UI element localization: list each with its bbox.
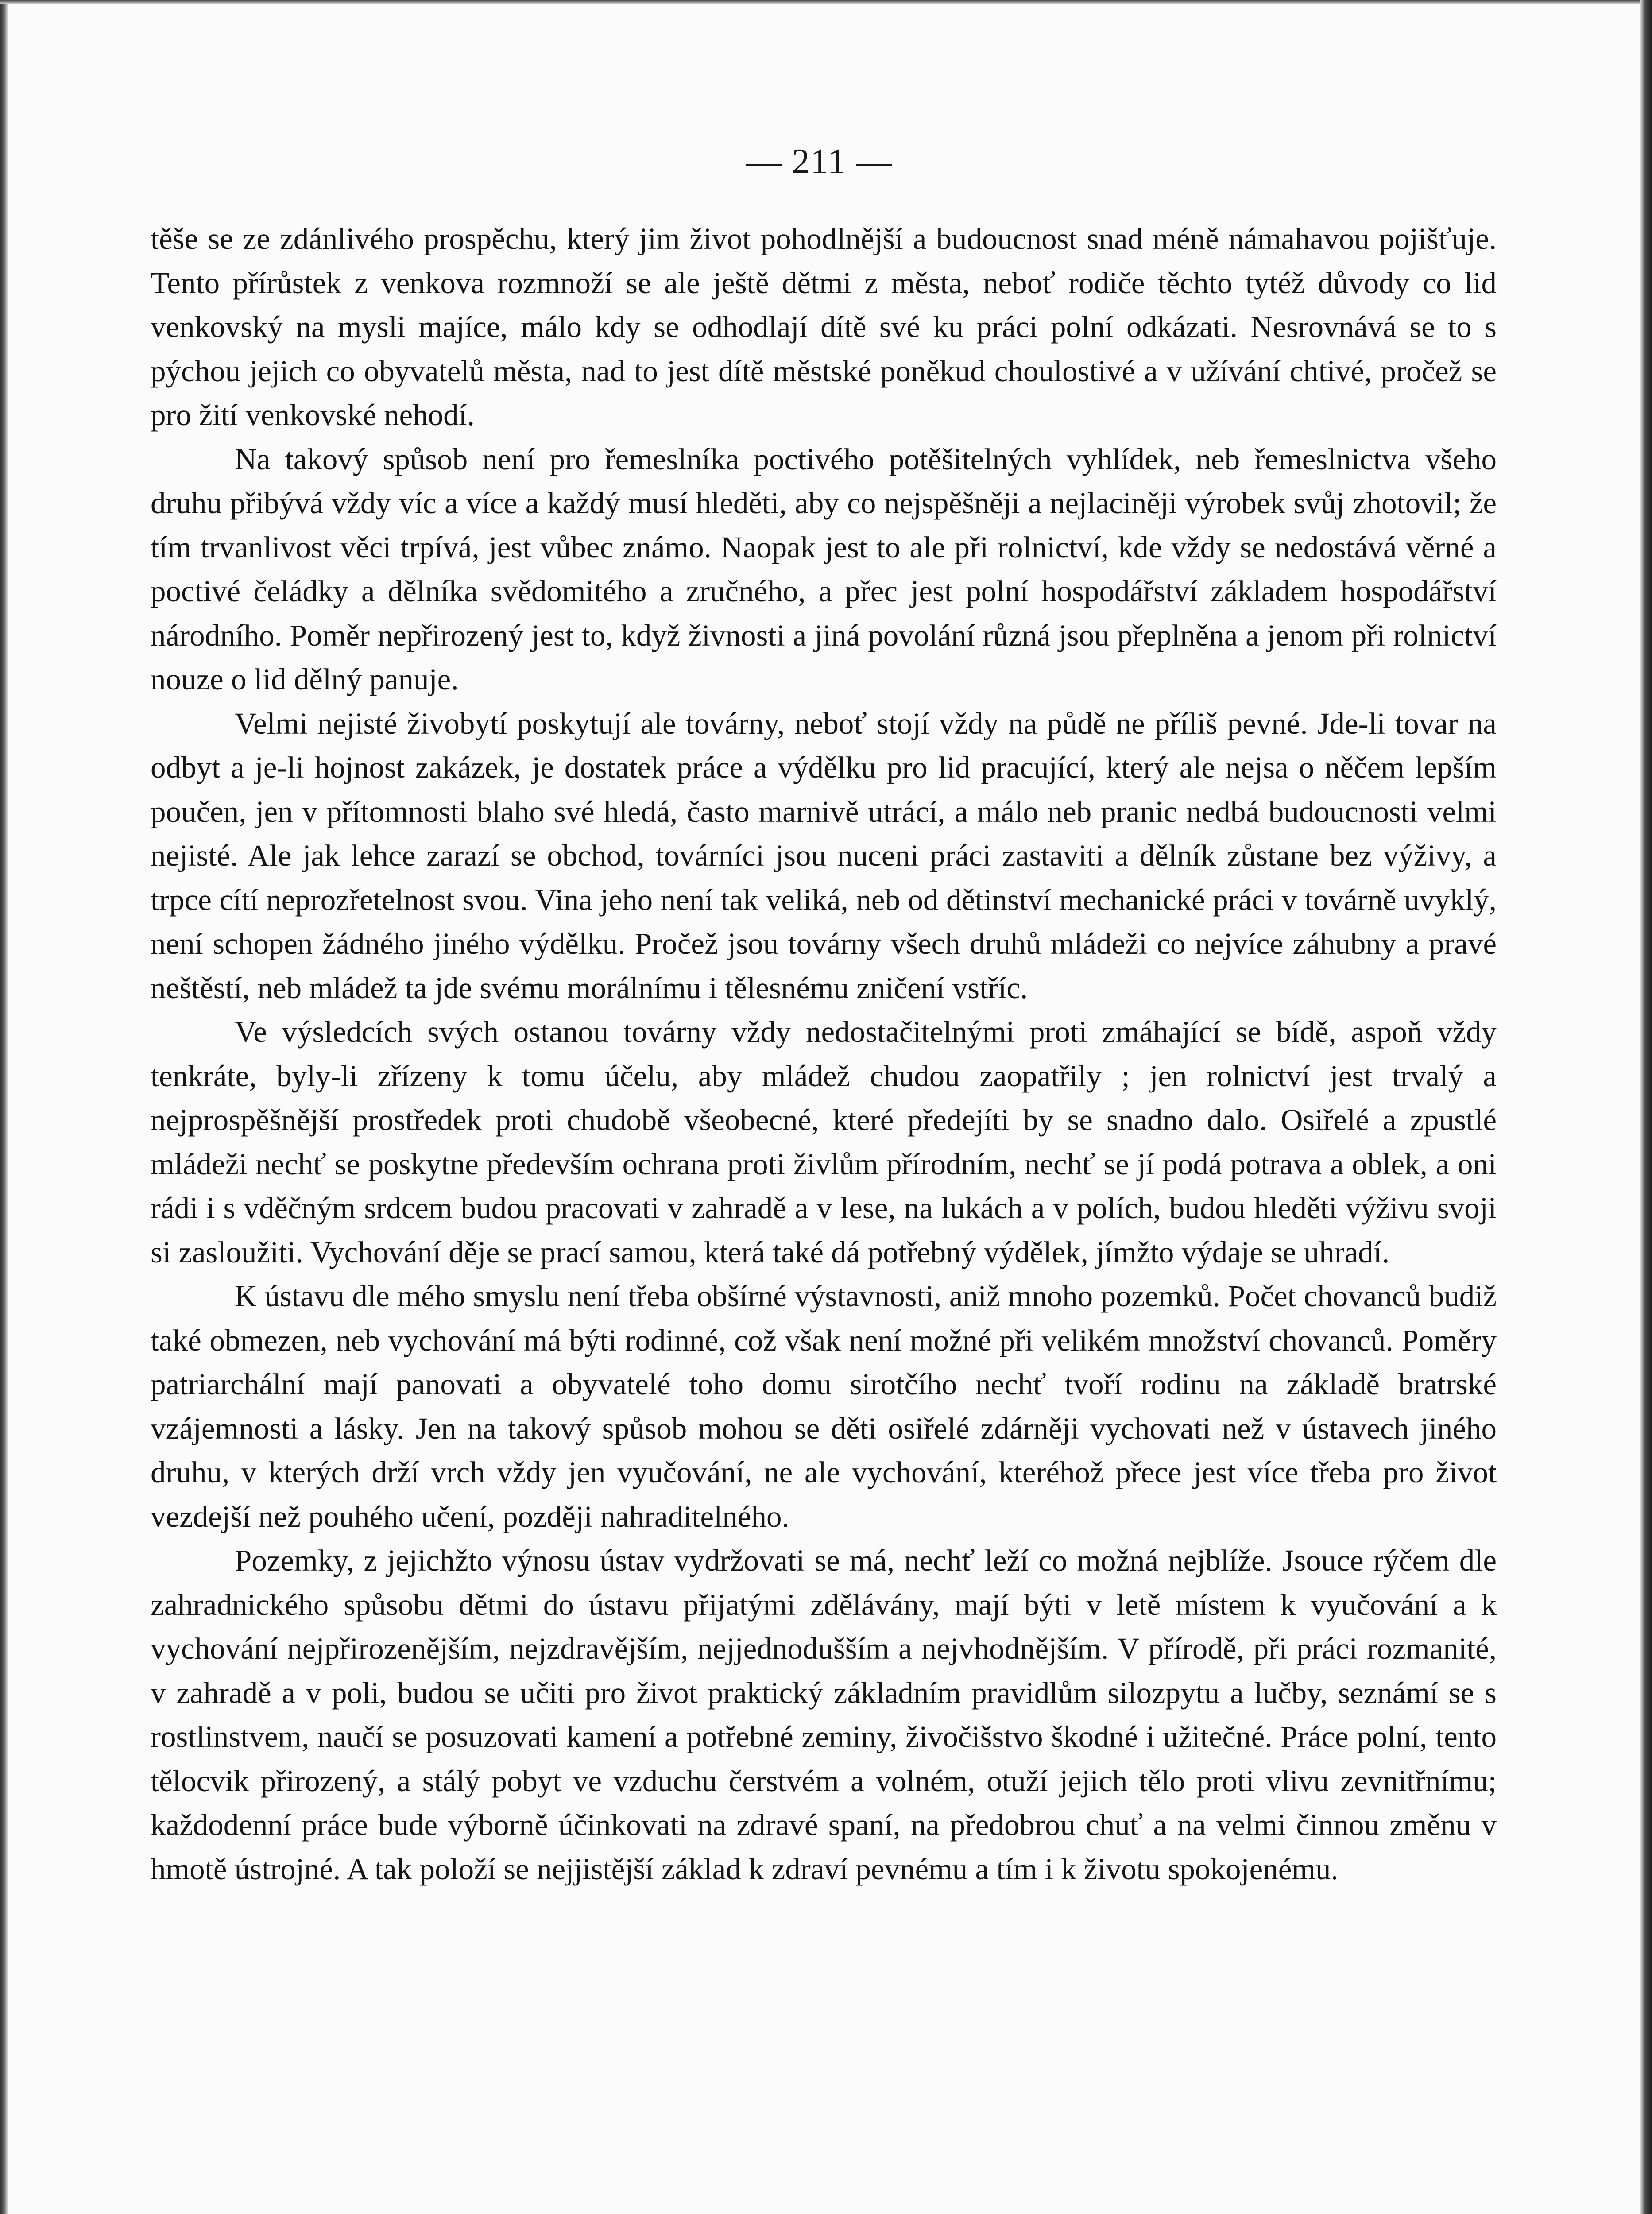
page-edge-left bbox=[0, 0, 8, 2214]
body-text bbox=[151, 217, 1497, 1891]
paragraph-continuation: těše se ze zdánlivého prospěchu, který jim život pohodlnější a budoucnost snad méně námahavou pojišťuje. Tento přírůstek z venkova rozmnoží se ale ještě dětmi z města, neboť rodiče těchto tytéž důvody co lid venkovský na mysli majíce, málo kdy se odhodlají dítě své ku práci polní odkázati. Nesrovnává se to s pýchou jejich co obyvatelů města, nad to jest dítě městské poněkud choulostivé a v užívání chtivé, pročež se pro žití venkovské nehodí. bbox=[151, 222, 1497, 432]
page-edge-right bbox=[1640, 0, 1652, 2214]
paragraph: K ústavu dle mého smyslu není třeba obšírné výstavnosti, aniž mnoho pozemků. Počet chovanců budiž také obmezen, neb vychování má býti rodinné, což však není možné při velikém množství chovanců. Poměry patriarchální mají panovati a obyvatelé toho domu sirotčího nechť tvoří rodinu na základě bratrské vzájemnosti a lásky. Jen na takový spůsob mohou se děti osiřelé zdárněji vychovati než v ústavech jiného druhu, v kterých drží vrch vždy jen vyučování, ne ale vychování, kteréhož přece jest více třeba pro život vezdejší než pouhého učení, později nahraditelného. bbox=[151, 1279, 1497, 1533]
paragraph: Ve výsledcích svých ostanou továrny vždy nedostačitelnými proti zmáhající se bídě, aspoň vždy tenkráte, byly-li zřízeny k tomu účelu, aby mládež chudou zaopatřily ; jen rolnictví jest trvalý a nejprospěšnější prostředek proti chudobě všeobecné, které předejíti by se snadno dalo. Osiřelé a zpustlé mládeži nechť se poskytne především ochrana proti živlům přírodním, nechť se jí podá potrava a oblek, a oni rádi i s vděčným srdcem budou pracovati v zahradě a v lese, na lukách a v polích, budou hleděti výživu svoji si zasloužiti. Vychování děje se prací samou, která také dá potřebný výdělek, jímžto výdaje se uhradí. bbox=[151, 1015, 1497, 1269]
paragraph: Pozemky, z jejichžto výnosu ústav vydržovati se má, nechť leží co možná nejblíže. Jsouce rýčem dle zahradnického spůsobu dětmi do ústavu přijatými zdělávány, mají býti v letě místem k vyučování a k vychování nejpřirozenějším, nejzdravějším, nejjednodušším a nejvhodnějším. V přírodě, při práci rozmanité, v zahradě a v poli, budou se učiti pro život praktický základním pravidlům silozpytu a lučby, seznámí se s rostlinstvem, naučí se posuzovati kamení a potřebné zeminy, živočišstvo škodné i užitečné. Práce polní, tento tělocvik přirozený, a stálý pobyt ve vzduchu čerstvém a volném, otuží jejich tělo proti vlivu zevnitřnímu; každodenní práce bude výborně účinkovati na zdravé spaní, na předobrou chuť a na velmi činnou změnu v hmotě ústrojné. A tak položí se nejjistější základ k zdraví pevnému a tím i k životu spokojenému. bbox=[151, 1544, 1497, 1886]
page-number: — 211 — bbox=[746, 142, 893, 181]
paragraph: Na takový spůsob není pro řemeslníka poctivého potěšitelných vyhlídek, neb řemeslnictva všeho druhu přibývá vždy víc a více a každý musí hleděti, aby co nejspěšněji a nejlaciněji výrobek svůj zhotovil; že tím trvanlivost věci trpívá, jest vůbec známo. Naopak jest to ale při rolnictví, kde vždy se nedostává věrné a poctivé čeládky a dělníka svědomitého a zručného, a přec jest polní hospodářství základem hospodářství národního. Poměr nepřirozený jest to, když živnosti a jiná povolání různá jsou přeplněna a jenom při rolnictví nouze o lid dělný panuje. bbox=[151, 442, 1497, 696]
page-edge-top bbox=[0, 0, 1652, 4]
paragraph: Velmi nejisté živobytí poskytují ale továrny, neboť stojí vždy na půdě ne příliš pevné. Jde-li tovar na odbyt a je-li hojnost zakázek, je dostatek práce a výdělku pro lid pracující, který ale nejsa o něčem lepším poučen, jen v přítomnosti blaho své hledá, často marnivě utrácí, a málo neb pranic nedbá budoucnosti velmi nejisté. Ale jak lehce zarazí se obchod, továrníci jsou nuceni práci zastaviti a dělník zůstane bez výživy, a trpce cítí neprozřetelnost svou. Vina jeho není tak veliká, neb od dětinství mechanické práci v továrně uvyklý, není schopen žádného jiného výdělku. Pročež jsou továrny všech druhů mládeži co nejvíce záhubny a pravé neštěstí, neb mládež ta jde svému morálnímu i tělesnému zničení vstříc. bbox=[151, 706, 1497, 1005]
